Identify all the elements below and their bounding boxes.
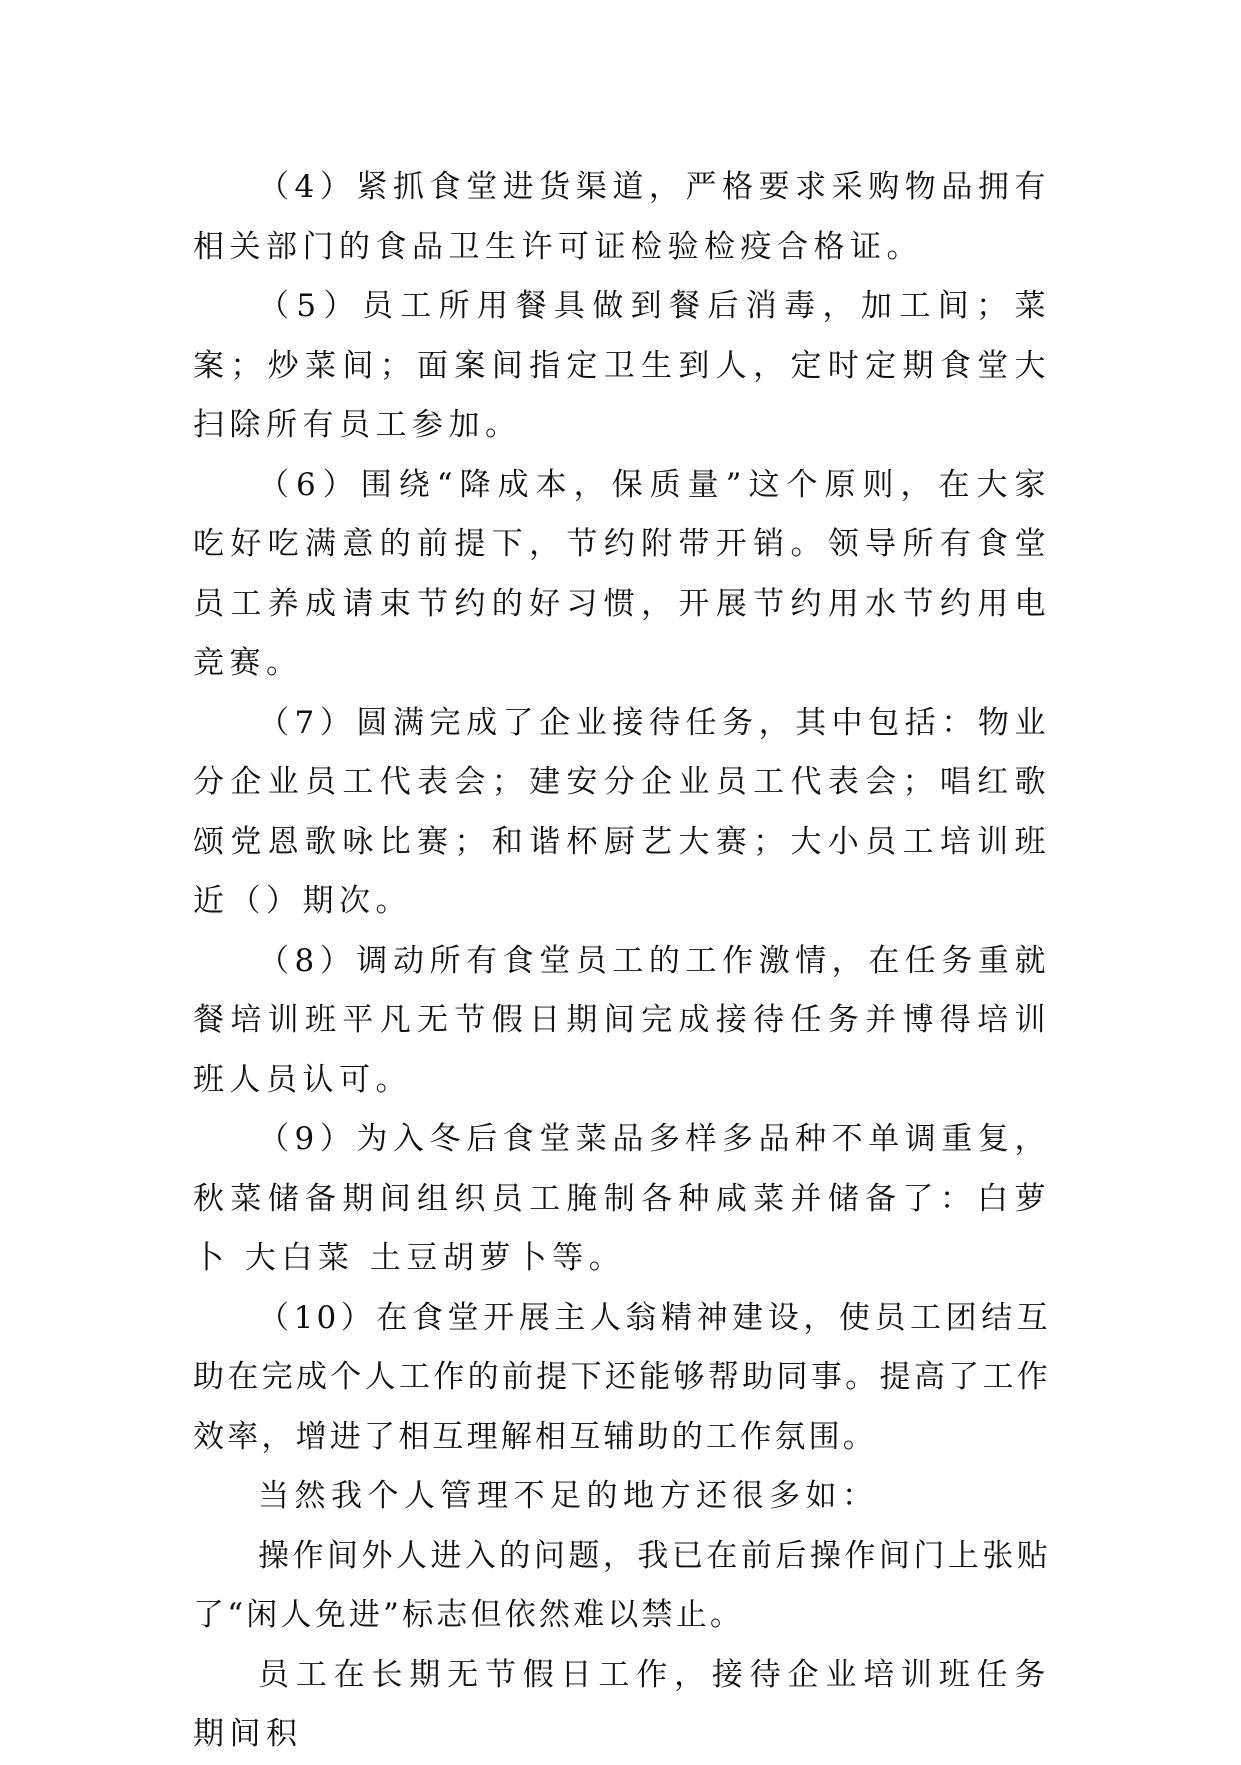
paragraph-shortcomings-intro: 当然我个人管理不足的地方还很多如： bbox=[258, 1478, 879, 1514]
paragraph-outsider-entry: 操作间外人进入的问题，我已在前后操作间门上张贴了“闲人免进”标志但依然难以禁止。 bbox=[193, 1537, 1051, 1633]
paragraph-staff-overtime: 员工在长期无节假日工作，接待企业培训班任务期间积 bbox=[193, 1656, 1051, 1752]
paragraph-item-7: （7）圆满完成了企业接待任务，其中包括：物业分企业员工代表会；建安分企业员工代表会；唱红歌颂党恩歌咏比赛；和谐杯厨艺大赛；大小员工培训班近（）期次。 bbox=[193, 704, 1051, 919]
paragraph-item-10: （10）在食堂开展主人翁精神建设，使员工团结互助在完成个人工作的前提下还能够帮助同事。提高了工作效率，增进了相互理解相互辅助的工作氛围。 bbox=[193, 1299, 1051, 1455]
paragraph-item-5: （5）员工所用餐具做到餐后消毒，加工间；菜案；炒菜间；面案间指定卫生到人，定时定期食堂大扫除所有员工参加。 bbox=[193, 288, 1051, 443]
paragraph-item-6: （6）围绕“降成本，保质量”这个原则，在大家吃好吃满意的前提下，节约附带开销。领导所有食堂员工养成请束节约的好习惯，开展节约用水节约用电竞赛。 bbox=[193, 466, 1051, 681]
paragraph-item-8: （8）调动所有食堂员工的工作激情，在任务重就餐培训班平凡无节假日期间完成接待任务并博得培训班人员认可。 bbox=[193, 942, 1051, 1098]
paragraph-item-4: （4）紧抓食堂进货渠道，严格要求采购物品拥有相关部门的食品卫生许可证检验检疫合格证。 bbox=[193, 169, 1051, 265]
document-body bbox=[193, 158, 1051, 1765]
paragraph-item-9: （9）为入冬后食堂菜品多样多品种不单调重复，秋菜储备期间组织员工腌制各种咸菜并储备了：白萝卜 大白菜 土豆胡萝卜等。 bbox=[193, 1121, 1051, 1276]
